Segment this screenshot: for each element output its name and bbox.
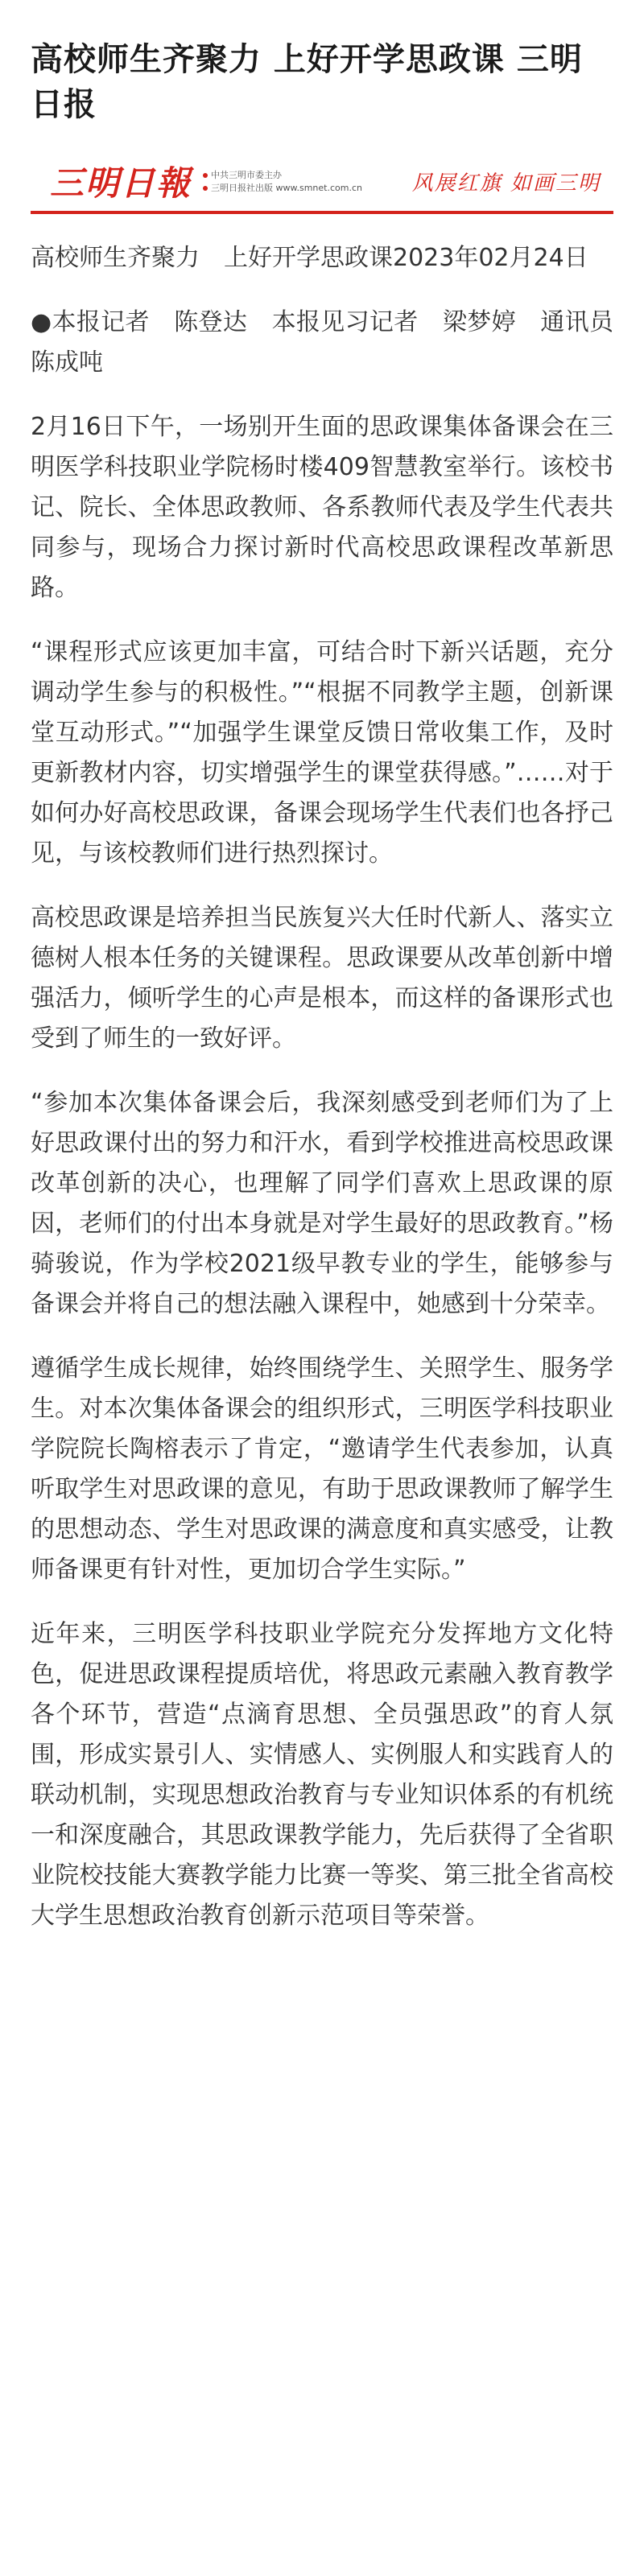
masthead-logo: 三明日報	[50, 163, 192, 203]
bullet-icon	[203, 186, 208, 191]
article-paragraph: “参加本次集体备课会后，我深刻感受到老师们为了上好思政课付出的努力和汗水，看到学校推进高校思政课改革创新的决心，也理解了同学们喜欢上思政课的原因，老师们的付出本身就是对学生最好的思政教育。”杨骑骏说，作为学校2021级早教专业的学生，能够参与备课会并将自己的想法融入课程中，她感到十分荣幸。	[31, 1089, 613, 1318]
article-paragraph: 遵循学生成长规律，始终围绕学生、关照学生、服务学生。对本次集体备课会的组织形式，三明医学科技职业学院院长陶榕表示了肯定，“邀请学生代表参加，认真听取学生对思政课的意见，有助于思政课教师了解学生的思想动态、学生对思政课的满意度和真实感受，让教师备课更有针对性，更加切合学生实际。”	[31, 1354, 613, 1584]
masthead-line-2: 三明日报社出版 www.smnet.com.cn	[211, 183, 362, 193]
article-paragraph: 近年来，三明医学科技职业学院充分发挥地方文化特色，促进思政课程提质培优，将思政元素融入教育教学各个环节，营造“点滴育思想、全员强思政”的育人氛围，形成实景引人、实情感人、实例服人和实践育人的联动机制，实现思想政治教育与专业知识体系的有机统一和深度融合，其思政课教学能力，先后获得了全省职业院校技能大赛教学能力比赛一等奖、第三批全省高校大学生思想政治教育创新示范项目等荣誉。	[31, 1620, 613, 1930]
article-paragraph: 2月16日下午，一场别开生面的思政课集体备课会在三明医学科技职业学院杨时楼409智慧教室举行。该校书记、院长、全体思政教师、各系教师代表及学生代表共同参与，现场合力探讨新时代高校思政课程改革新思路。	[31, 413, 613, 602]
newspaper-masthead	[31, 161, 613, 214]
bullet-icon	[203, 173, 208, 178]
article-paragraph: 高校思政课是培养担当民族复兴大任时代新人、落实立德树人根本任务的关键课程。思政课要从改革创新中增强活力，倾听学生的心声是根本，而这样的备课形式也受到了师生的一致好评。	[31, 904, 613, 1053]
article-dateline: 高校师生齐聚力 上好开学思政课2023年02月24日	[31, 244, 588, 272]
article-byline: ●本报记者 陈登达 本报见习记者 梁梦婷 通讯员 陈成吨	[31, 308, 638, 377]
masthead-info	[203, 169, 362, 195]
masthead-slogan: 风展红旗 如画三明	[411, 171, 601, 196]
masthead-line-1: 中共三明市委主办	[211, 170, 282, 180]
article-title: 高校师生齐聚力 上好开学思政课 三明日报	[31, 41, 583, 123]
article-paragraph: “课程形式应该更加丰富，可结合时下新兴话题，充分调动学生参与的积极性。”“根据不同教学主题，创新课堂互动形式。”“加强学生课堂反馈日常收集工作，及时更新教材内容，切实增强学生的课堂获得感。”……对于如何办好高校思政课，备课会现场学生代表们也各抒己见，与该校教师们进行热烈探讨。	[31, 638, 613, 868]
